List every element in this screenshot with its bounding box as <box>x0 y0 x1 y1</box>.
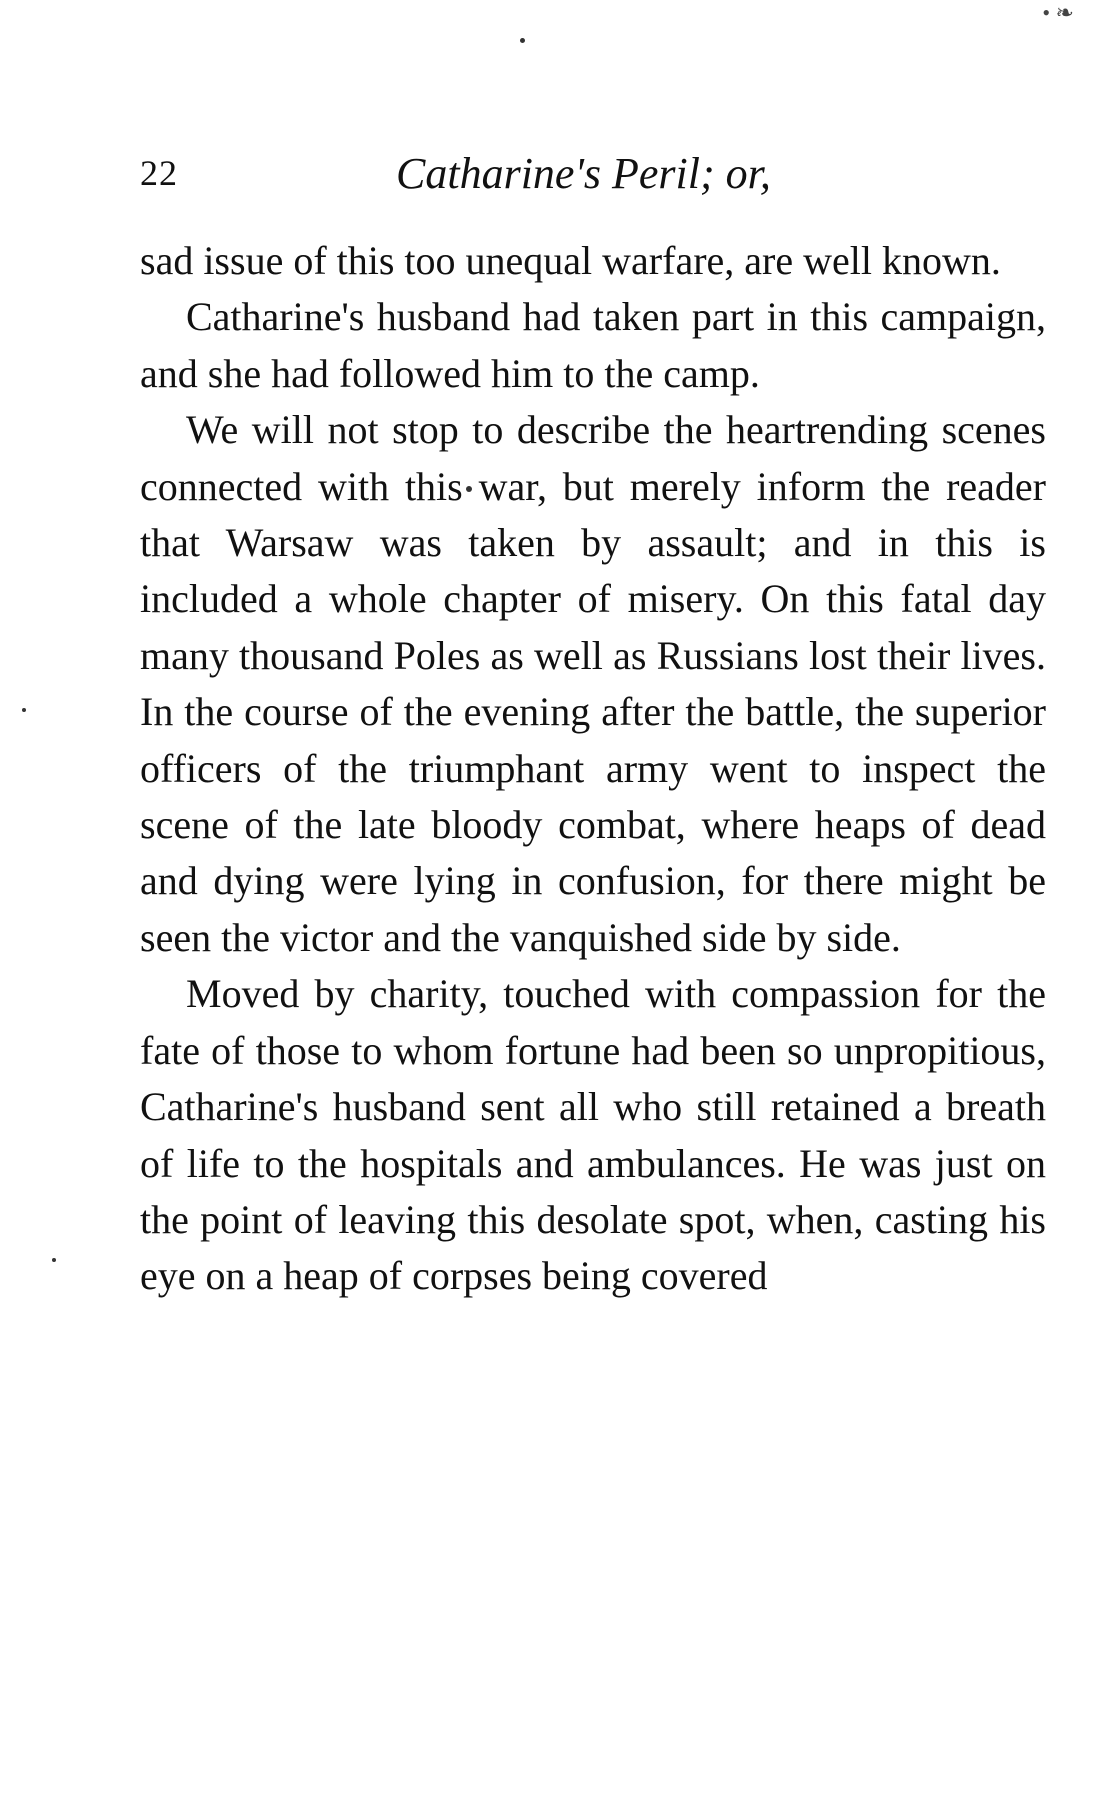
body-text <box>140 233 1046 1305</box>
scan-speck <box>520 38 525 43</box>
running-head <box>140 148 1040 208</box>
paragraph: We will not stop to describe the heartrending scenes connected with this war, but merely inform the reader that Warsaw was taken by assault; and in this is included a whole chapter of misery. On this fatal day many thousand Poles as well as Russians lost their lives. In the course of the evening after the battle, the superior officers of the triumphant army went to inspect the scene of the late bloody combat, where heaps of dead and dying were lying in confusion, for there might be seen the victor and the vanquished side by side. <box>140 407 1046 960</box>
corner-ink-mark: • ❧ <box>1042 0 1074 25</box>
paragraph: Catharine's husband had taken part in this campaign, and she had followed him to the camp. <box>140 294 1046 396</box>
running-title: Catharine's Peril; or, <box>396 149 771 198</box>
paragraph-continued: sad issue of this too unequal warfare, are well known. <box>140 238 1001 283</box>
scan-speck <box>52 1258 56 1262</box>
page-number: 22 <box>140 153 178 193</box>
paragraph: Moved by charity, touched with compassion for the fate of those to whom fortune had been so unpropitious, Catharine's husband sent all who still retained a breath of life to the hospitals and ambulances. He was just on the point of leaving this desolate spot, when, casting his eye on a heap of corpses being covered <box>140 971 1046 1299</box>
scan-speck <box>22 708 26 712</box>
